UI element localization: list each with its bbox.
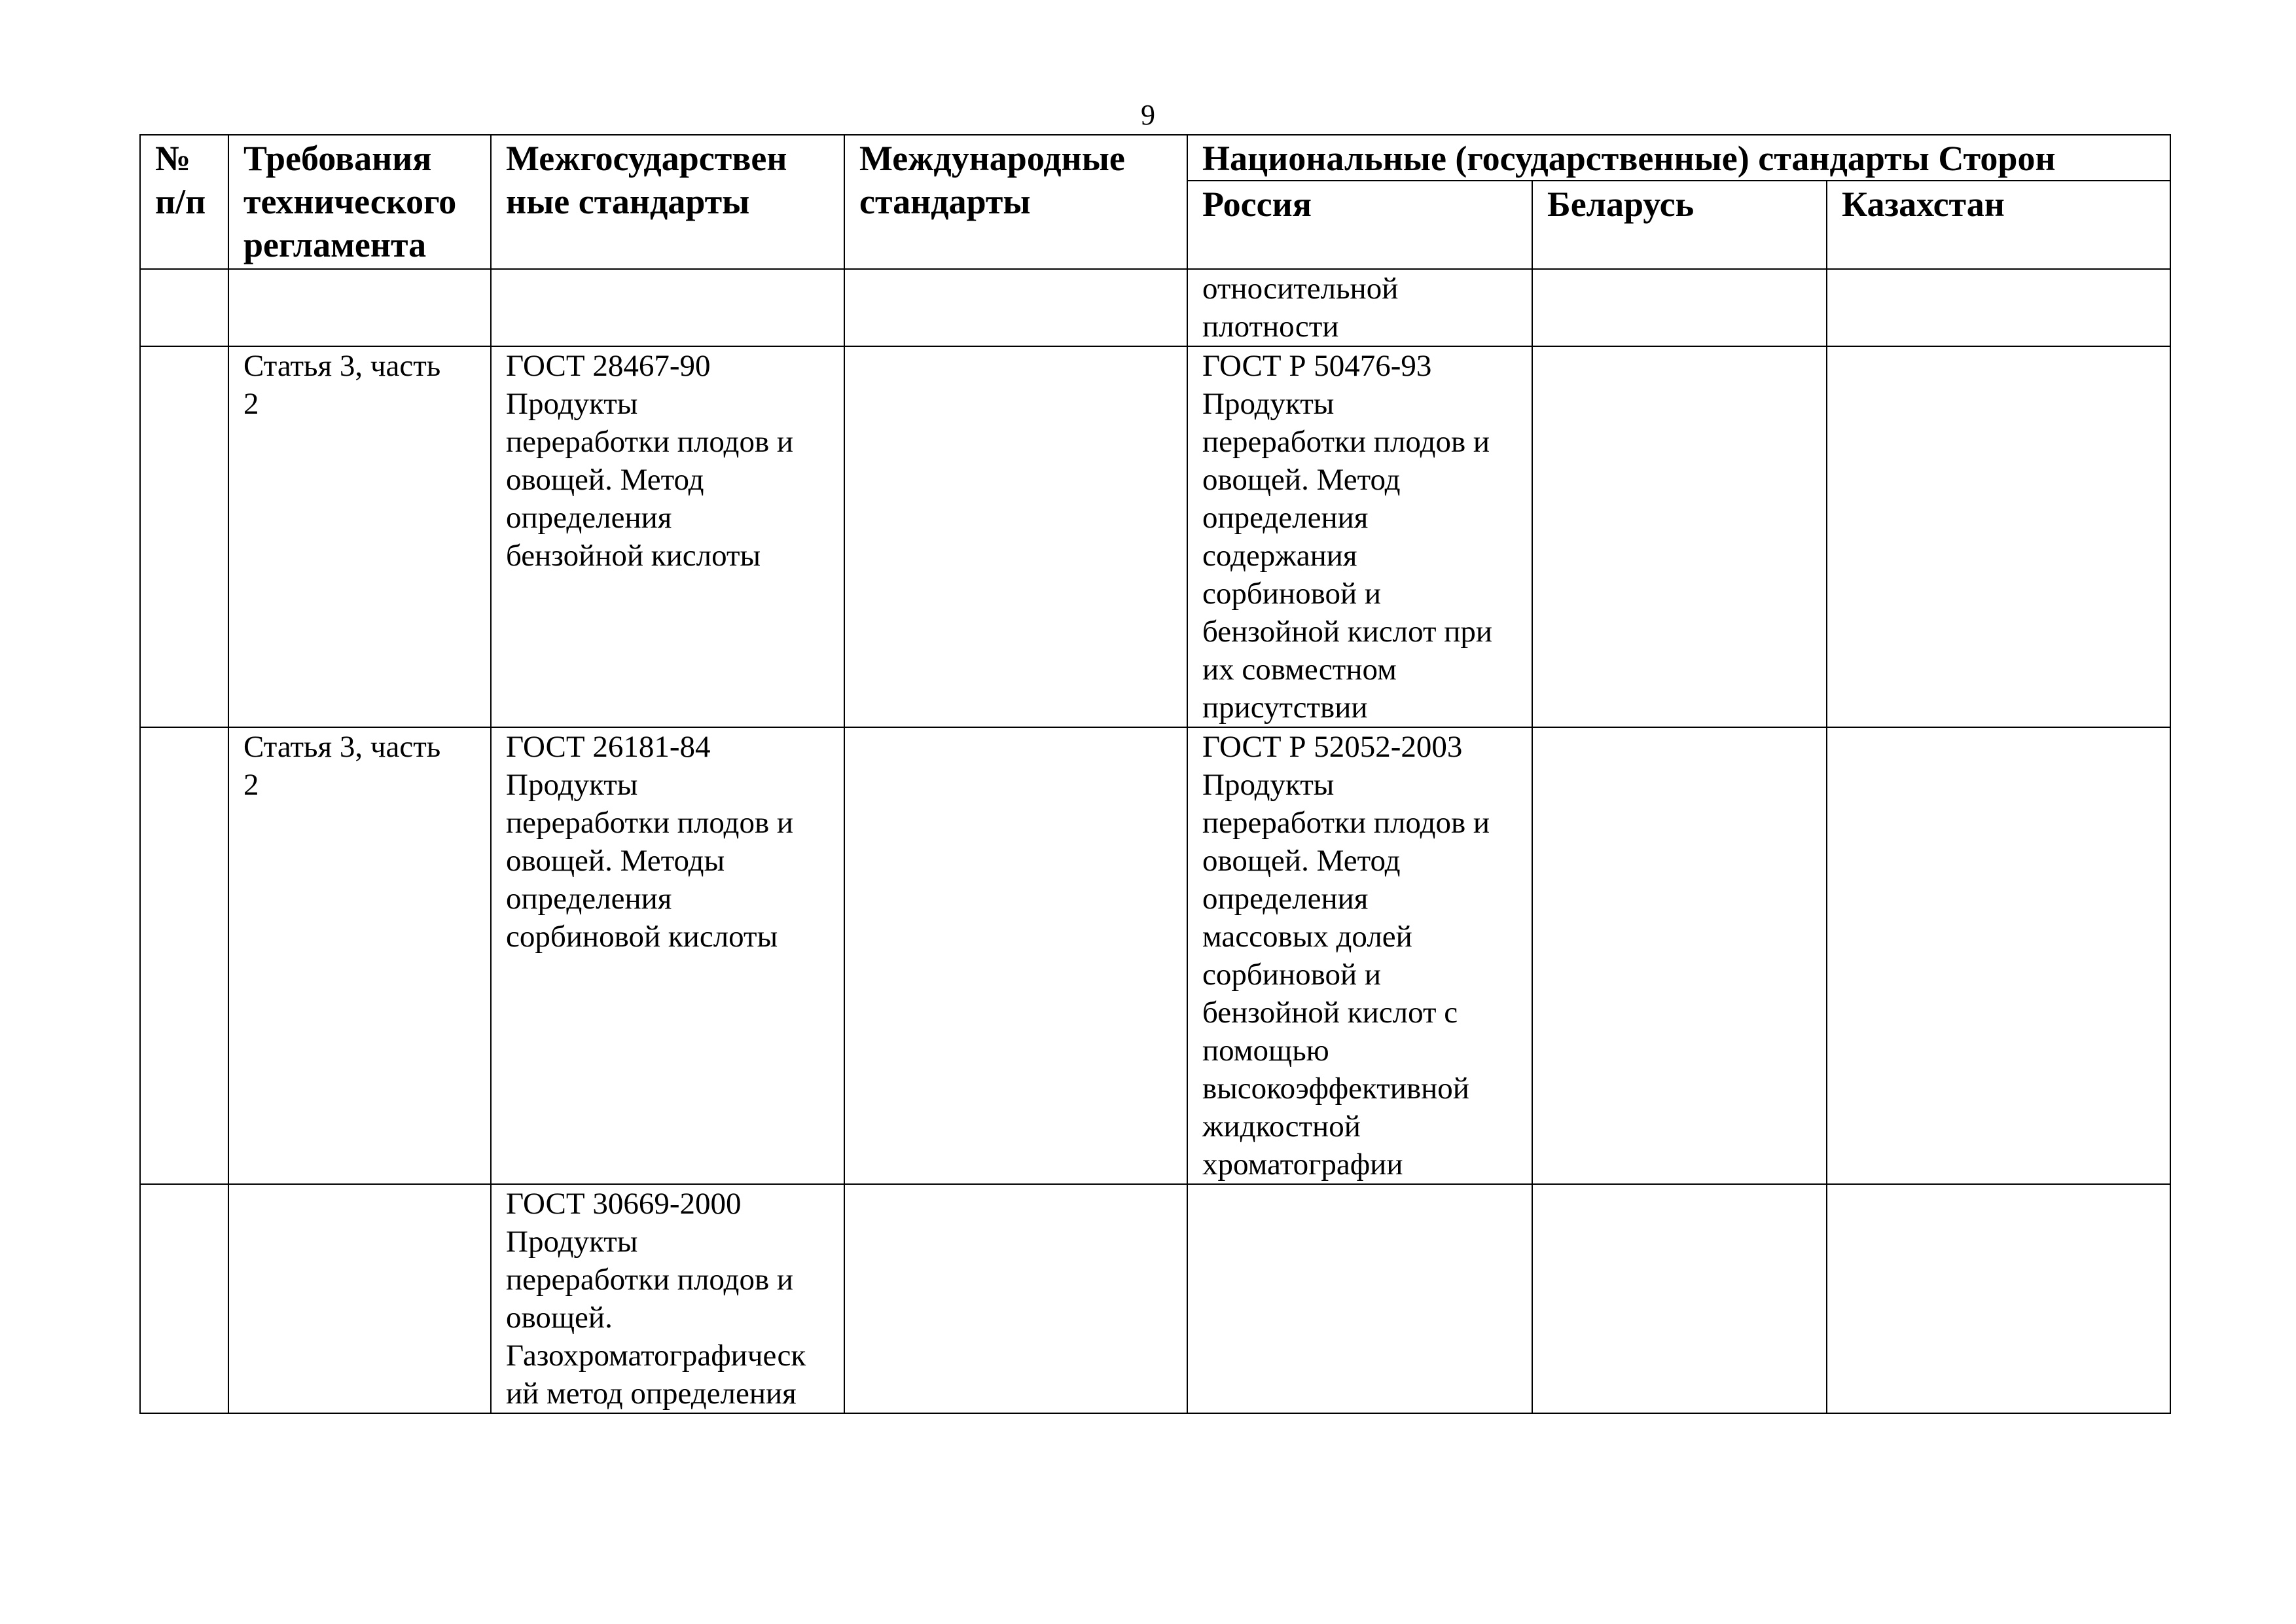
cell-requirement xyxy=(228,269,491,346)
cell-interstate: ГОСТ 30669-2000 Продукты переработки плодов и овощей. Газохроматографическ ий метод определения xyxy=(491,1184,844,1413)
cell-requirement: Статья 3, часть 2 xyxy=(228,346,491,727)
cell-international xyxy=(844,346,1187,727)
cell-russia: относительной плотности xyxy=(1187,269,1532,346)
table-row xyxy=(140,346,2170,727)
cell-belarus xyxy=(1532,269,1827,346)
cell-international xyxy=(844,269,1187,346)
cell-kazakhstan xyxy=(1827,1184,2170,1413)
cell-interstate xyxy=(491,269,844,346)
cell-belarus xyxy=(1532,727,1827,1184)
cell-interstate: ГОСТ 26181-84 Продукты переработки плодов и овощей. Методы определения сорбиновой кислоты xyxy=(491,727,844,1184)
cell-num xyxy=(140,269,228,346)
cell-kazakhstan xyxy=(1827,269,2170,346)
header-num: № п/п xyxy=(140,135,228,269)
cell-requirement: Статья 3, часть 2 xyxy=(228,727,491,1184)
cell-belarus xyxy=(1532,1184,1827,1413)
table-row xyxy=(140,269,2170,346)
cell-num xyxy=(140,727,228,1184)
cell-international xyxy=(844,727,1187,1184)
page-number: 9 xyxy=(1141,99,1155,131)
header-belarus: Беларусь xyxy=(1532,181,1827,269)
cell-russia: ГОСТ Р 52052-2003 Продукты переработки плодов и овощей. Метод определения массовых долей сорбиновой и бензойной кислот с помощью высокоэффективной жидкостной хроматографии xyxy=(1187,727,1532,1184)
cell-international xyxy=(844,1184,1187,1413)
header-kazakhstan: Казахстан xyxy=(1827,181,2170,269)
cell-kazakhstan xyxy=(1827,346,2170,727)
cell-belarus xyxy=(1532,346,1827,727)
header-interstate-standards: Межгосударствен ные стандарты xyxy=(491,135,844,269)
cell-num xyxy=(140,1184,228,1413)
header-international-standards: Международные стандарты xyxy=(844,135,1187,269)
cell-kazakhstan xyxy=(1827,727,2170,1184)
cell-interstate: ГОСТ 28467-90 Продукты переработки плодов и овощей. Метод определения бензойной кислоты xyxy=(491,346,844,727)
standards-table xyxy=(139,134,2171,1414)
header-requirements: Требования технического регламента xyxy=(228,135,491,269)
header-russia: Россия xyxy=(1187,181,1532,269)
table-row xyxy=(140,727,2170,1184)
cell-requirement xyxy=(228,1184,491,1413)
cell-num xyxy=(140,346,228,727)
header-national-standards: Национальные (государственные) стандарты Сторон xyxy=(1187,135,2170,181)
table-row xyxy=(140,1184,2170,1413)
cell-russia: ГОСТ Р 50476-93 Продукты переработки плодов и овощей. Метод определения содержания сорбиновой и бензойной кислот при их совместном присутствии xyxy=(1187,346,1532,727)
cell-russia xyxy=(1187,1184,1532,1413)
